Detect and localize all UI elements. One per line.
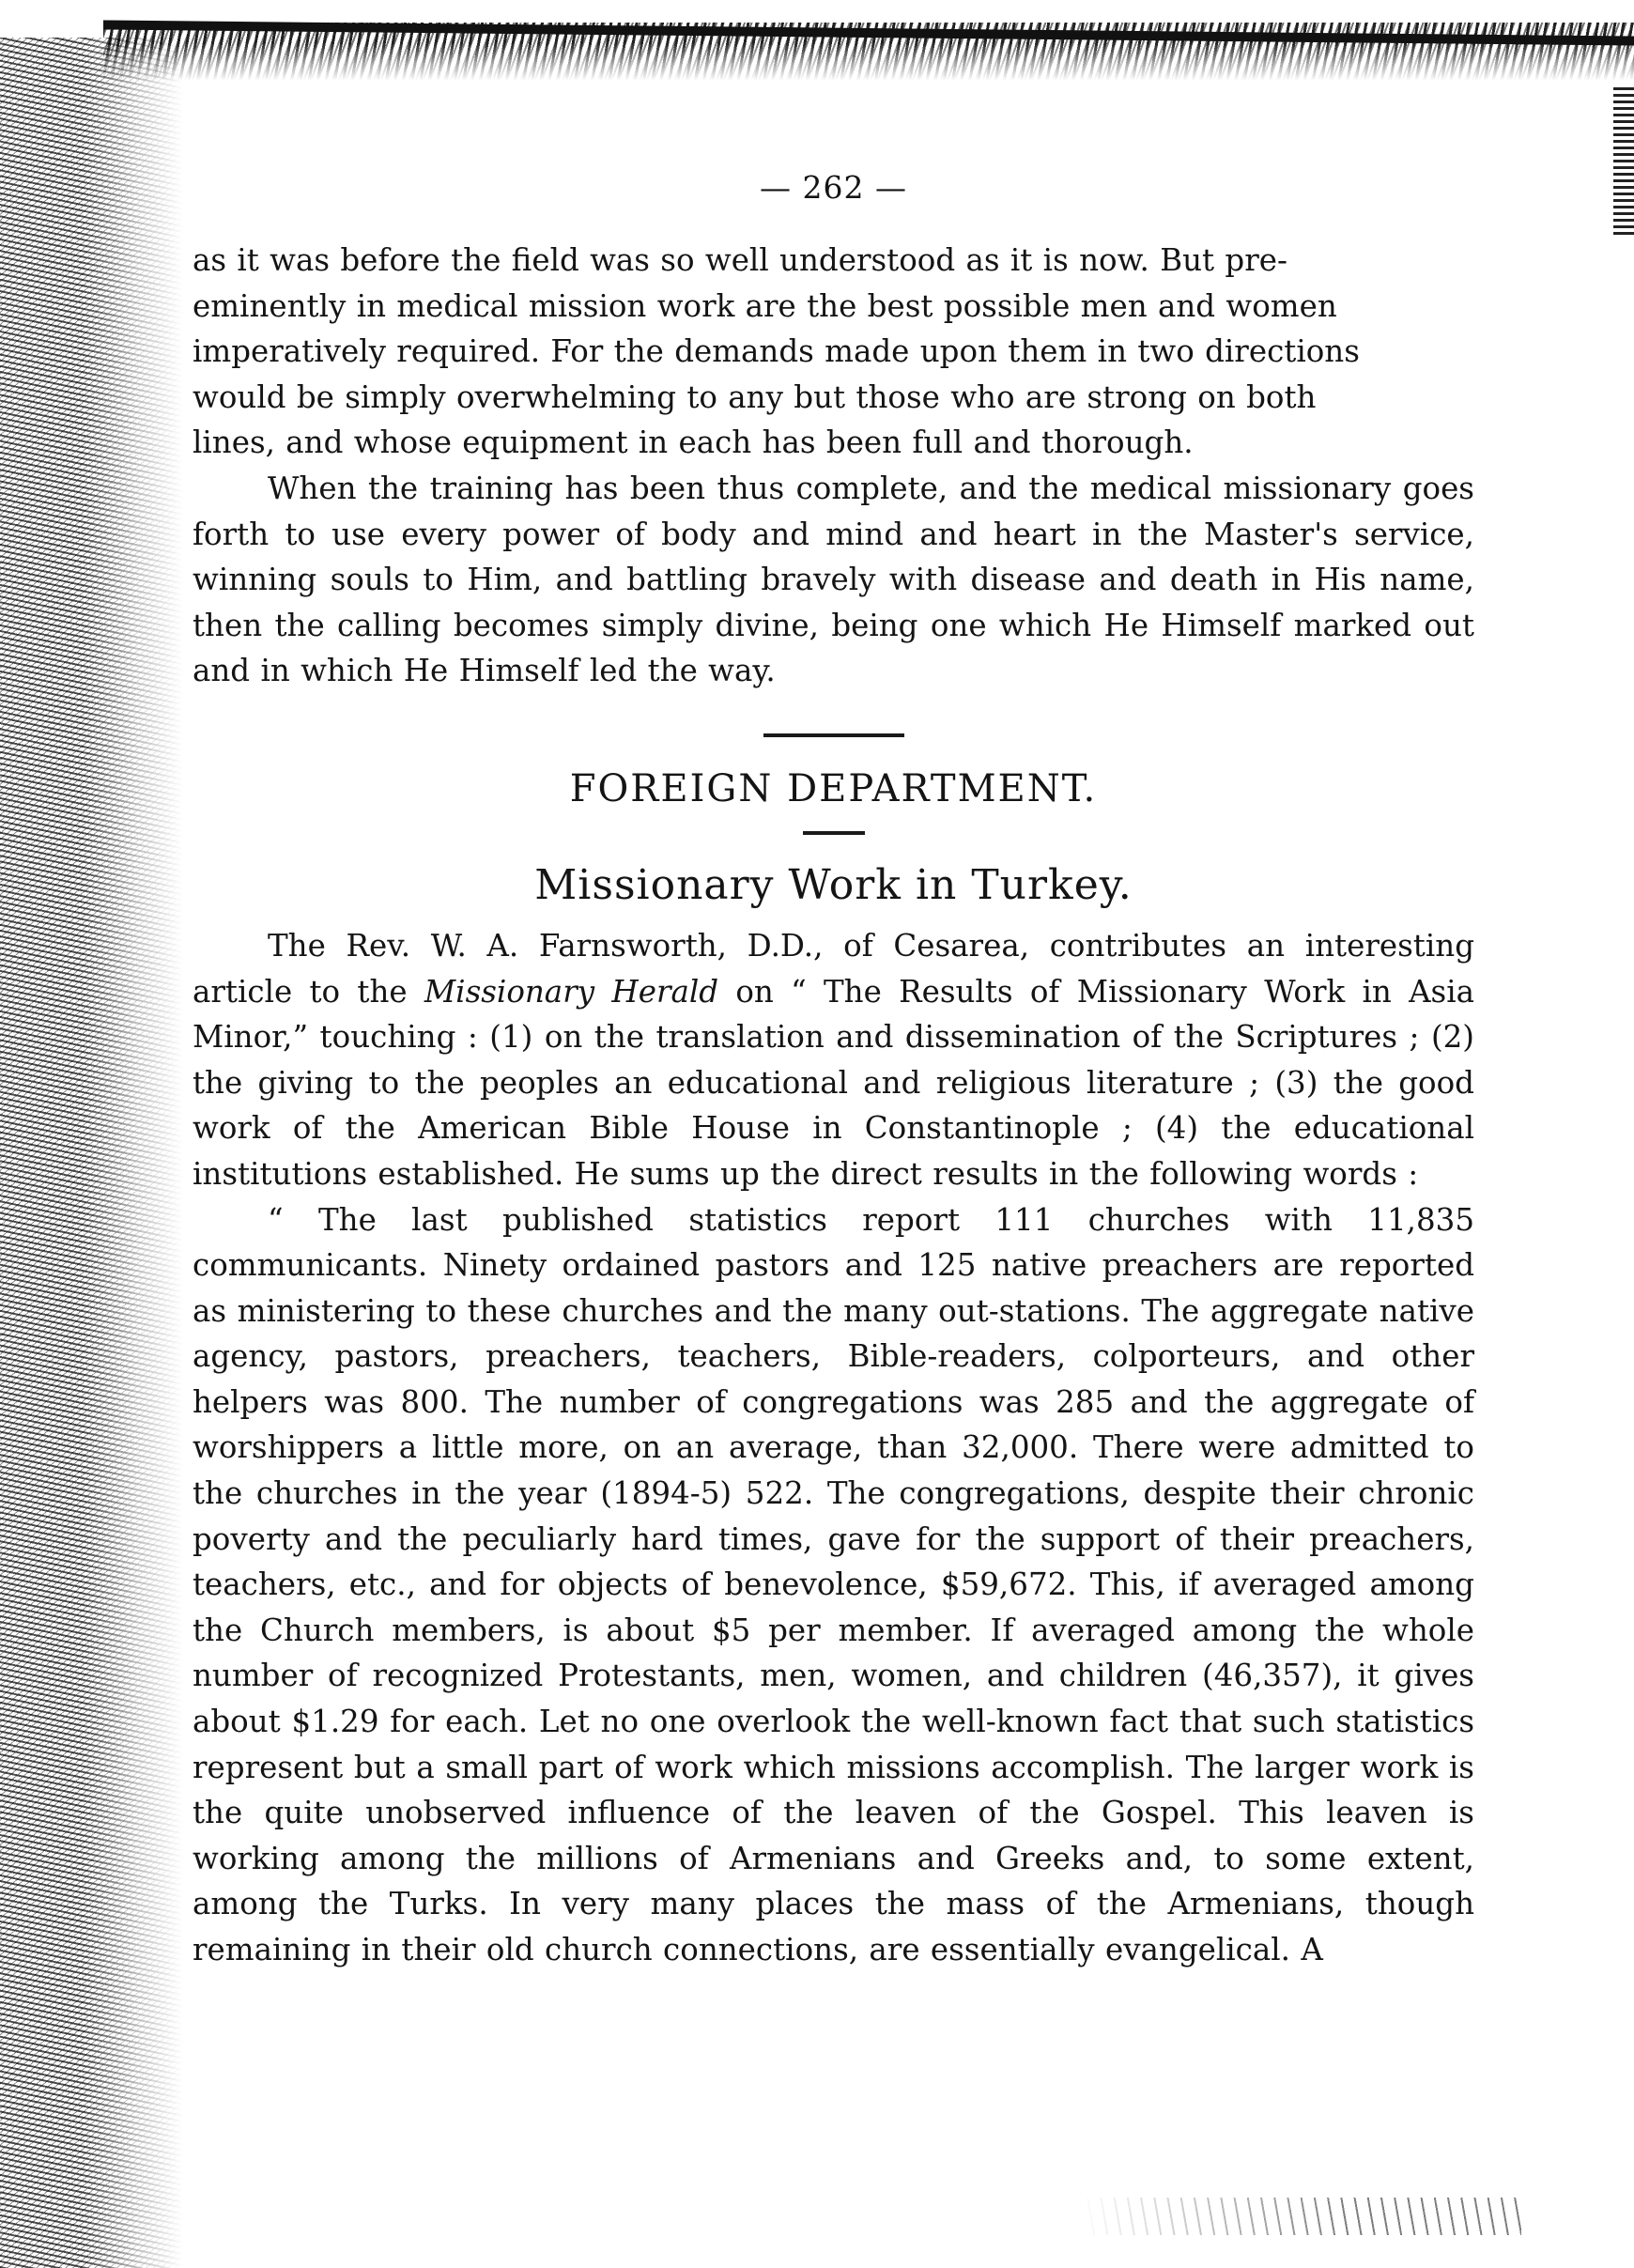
- scan-noise-bottom: [1080, 2198, 1521, 2235]
- closing-paragraph: When the training has been thus complete, and the medical missionary goes forth to use every power of body and mind and heart in the Master's service, winning souls to Him, and battling bravely with disease and death in His name, then the calling becomes simply divine, being one which He Himself marked out and in which He Himself led the way.: [193, 470, 1474, 689]
- scan-noise-left: [0, 38, 183, 2268]
- continued-line: as it was before the field was so well understood as it is now. But pre-: [193, 242, 1287, 278]
- scan-noise-right: [1613, 85, 1634, 235]
- page-content: [193, 169, 1474, 1973]
- continued-paragraph: [193, 238, 1474, 466]
- continued-line: imperatively required. For the demands made upon them in two directions: [193, 333, 1360, 370]
- continued-line: would be simply overwhelming to any but those who are strong on both: [193, 378, 1317, 415]
- continued-line: lines, and whose equipment in each has been full and thorough.: [193, 424, 1194, 461]
- section-divider: [763, 733, 904, 737]
- section-heading: FOREIGN DEPARTMENT.: [569, 766, 1098, 810]
- heading-divider: [803, 831, 865, 835]
- continued-line: eminently in medical mission work are the best possible men and women: [193, 287, 1337, 324]
- article-quote: “ The last published statistics report 111 churches with 11,835 communicants. Ninety ordained pastors and 125 native preachers are reported as ministering to these churches and the many out-stations. The aggregate native agency, pastors, preachers, teachers, Bible-readers, colporteurs, and other helpers was 800. The number of congregations was 285 and the aggregate of worshippers a little more, on an average, than 32,000. There were admitted to the churches in the year (1894-5) 522. The congregations, despite their chronic poverty and the peculiarly hard times, gave for the support of their preachers, teachers, etc., and for objects of benevolence, $59,672. This, if averaged among the Church members, is about $5 per member. If averaged among the whole number of recognized Protestants, men, women, and children (46,357), it gives about $1.29 for each. Let no one overlook the well-known fact that such statistics represent but a small part of work which missions accomplish. The larger work is the quite unobserved influence of the leaven of the Gospel. This leaven is working among the millions of Armenians and Greeks and, to some extent, among the Turks. In very many places the mass of the Armenians, though remaining in their old church connections, are essentially evangelical. A: [193, 1201, 1474, 1967]
- page-number: — 262 —: [760, 169, 907, 206]
- article-title: Missionary Work in Turkey.: [534, 860, 1133, 909]
- intro-text: on “ The Results of Missionary Work in Asia Minor,” touching : (1) on the translation and dissemination of the Scriptures ; (2) the giving to the peoples an educational and religious literature ; (3) the good work of the American Bible House in Constantinople ; (4) the educational institutions established. He sums up the direct results in the following words :: [193, 973, 1474, 1192]
- article-intro: [193, 923, 1474, 1197]
- publication-name: Missionary Herald: [424, 973, 719, 1010]
- intro-text: The Rev. W. A. Farnsworth, D.D., of Cesarea, contributes an interesting article to the: [193, 927, 1474, 1010]
